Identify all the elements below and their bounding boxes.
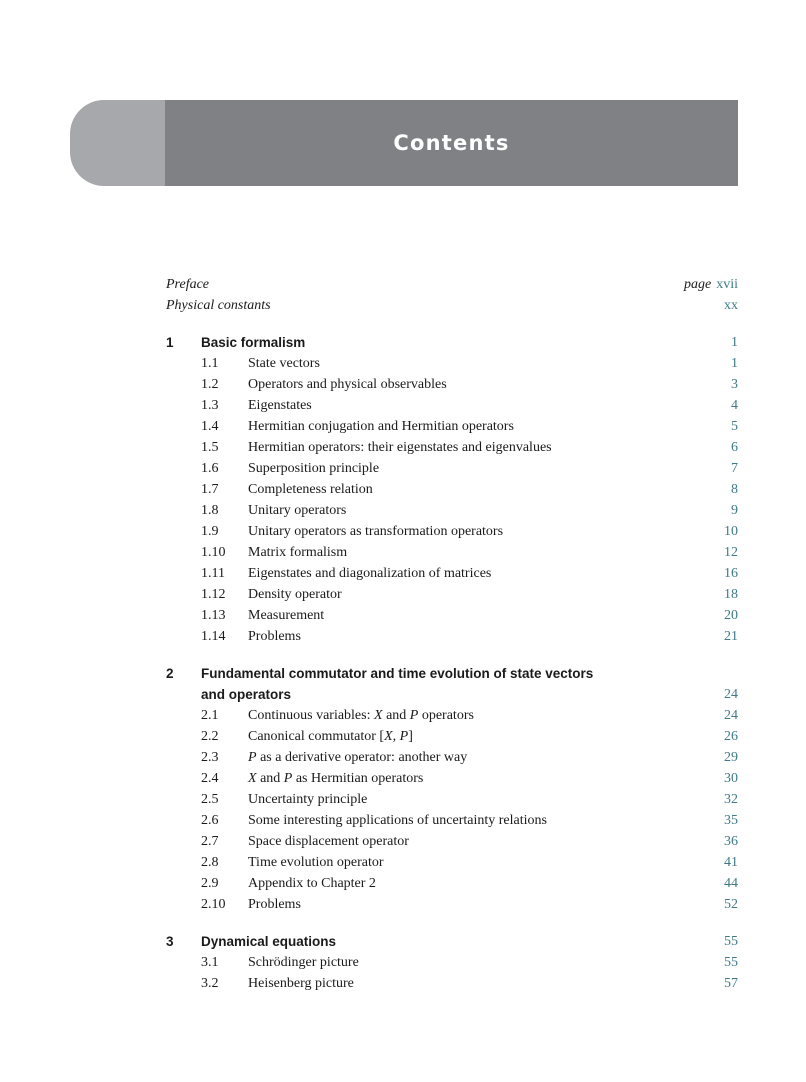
section-title: Hermitian conjugation and Hermitian operators (248, 419, 514, 434)
section-number: 1.12 (201, 587, 226, 602)
section-title: Hermitian operators: their eigenstates and eigenvalues (248, 440, 552, 455)
section-title: Unitary operators (248, 503, 347, 518)
section-page-number: 41 (724, 855, 738, 870)
chapter-title-continued: and operators (201, 687, 292, 702)
section-number: 2.3 (201, 750, 219, 765)
section-page-number: 6 (731, 440, 738, 455)
section-page-number: 5 (731, 419, 738, 434)
toc-section-1-8[interactable] (166, 500, 738, 521)
chapter-gap (166, 316, 738, 332)
section-page-number: 52 (724, 897, 738, 912)
section-page-number: 35 (724, 813, 738, 828)
section-title: Heisenberg picture (248, 976, 354, 991)
chapter-number: 1 (166, 335, 174, 350)
section-title: Measurement (248, 608, 325, 623)
section-title: Completeness relation (248, 482, 373, 497)
section-page-number: 24 (724, 708, 738, 723)
section-title: X and P as Hermitian operators (248, 771, 424, 786)
page-prefix: page (684, 277, 712, 292)
toc-front-preface[interactable] (166, 274, 738, 295)
section-number: 2.2 (201, 729, 219, 744)
section-page-number: 18 (724, 587, 738, 602)
section-number: 1.11 (201, 566, 225, 581)
section-page-number: 20 (724, 608, 738, 623)
section-title: Problems (248, 897, 301, 912)
section-number: 1.5 (201, 440, 219, 455)
section-page-number: 55 (724, 955, 738, 970)
toc-section-1-5[interactable] (166, 437, 738, 458)
toc-section-3-2[interactable] (166, 973, 738, 994)
chapters-list (166, 316, 738, 994)
table-of-contents (166, 274, 738, 994)
toc-section-1-1[interactable] (166, 353, 738, 374)
front-page-number: page xvii (684, 277, 738, 292)
section-page-number: 57 (724, 976, 738, 991)
toc-section-1-9[interactable] (166, 521, 738, 542)
toc-section-1-3[interactable] (166, 395, 738, 416)
section-title: Matrix formalism (248, 545, 348, 560)
section-number: 1.4 (201, 419, 219, 434)
toc-section-1-12[interactable] (166, 584, 738, 605)
section-number: 2.1 (201, 708, 219, 723)
toc-section-1-4[interactable] (166, 416, 738, 437)
toc-section-2-3[interactable] (166, 747, 738, 768)
toc-chapter-3[interactable] (166, 931, 738, 952)
section-page-number: 21 (724, 629, 738, 644)
toc-front-constants[interactable] (166, 295, 738, 316)
section-title: State vectors (248, 356, 320, 371)
section-page-number: 9 (731, 503, 738, 518)
section-title: Time evolution operator (248, 855, 384, 870)
section-number: 1.14 (201, 629, 226, 644)
toc-section-1-14[interactable] (166, 626, 738, 647)
section-page-number: 16 (724, 566, 738, 581)
section-number: 3.2 (201, 976, 219, 991)
section-title: Some interesting applications of uncertainty relations (248, 813, 547, 828)
section-number: 1.10 (201, 545, 226, 560)
section-title: Continuous variables: X and P operators (248, 708, 474, 723)
section-number: 1.7 (201, 482, 219, 497)
toc-section-2-1[interactable] (166, 705, 738, 726)
section-number: 1.2 (201, 377, 219, 392)
front-title: Physical constants (166, 298, 271, 313)
section-page-number: 29 (724, 750, 738, 765)
toc-section-2-2[interactable] (166, 726, 738, 747)
section-title: Uncertainty principle (248, 792, 368, 807)
section-number: 2.6 (201, 813, 219, 828)
section-title: Operators and physical observables (248, 377, 447, 392)
toc-chapter-2-continued[interactable] (166, 684, 738, 705)
section-number: 1.3 (201, 398, 219, 413)
section-page-number: 12 (724, 545, 738, 560)
chapter-title: Fundamental commutator and time evolution of state vectors (201, 666, 594, 681)
section-page-number: 8 (731, 482, 738, 497)
chapter-page-number: 24 (724, 687, 738, 702)
toc-section-2-5[interactable] (166, 789, 738, 810)
section-title: Eigenstates and diagonalization of matrices (248, 566, 492, 581)
chapter-number: 2 (166, 666, 174, 681)
toc-section-1-10[interactable] (166, 542, 738, 563)
section-title: Problems (248, 629, 301, 644)
section-page-number: 32 (724, 792, 738, 807)
toc-section-2-8[interactable] (166, 852, 738, 873)
section-page-number: 30 (724, 771, 738, 786)
chapter-number: 3 (166, 934, 174, 949)
section-page-number: 10 (724, 524, 738, 539)
chapter-title: Basic formalism (201, 335, 306, 350)
section-page-number: 3 (731, 377, 738, 392)
toc-section-1-6[interactable] (166, 458, 738, 479)
section-number: 1.8 (201, 503, 219, 518)
section-title: Eigenstates (248, 398, 312, 413)
chapter-page-number: 55 (724, 934, 738, 949)
section-number: 2.8 (201, 855, 219, 870)
section-number: 1.13 (201, 608, 226, 623)
toc-section-2-4[interactable] (166, 768, 738, 789)
page-title: Contents (393, 131, 510, 155)
front-title: Preface (166, 277, 210, 292)
section-number: 3.1 (201, 955, 219, 970)
section-title: Density operator (248, 587, 342, 602)
section-number: 2.5 (201, 792, 219, 807)
section-title: Space displacement operator (248, 834, 409, 849)
section-number: 1.6 (201, 461, 219, 476)
section-number: 2.9 (201, 876, 219, 891)
chapter-title: Dynamical equations (201, 934, 337, 949)
toc-chapter-2[interactable] (166, 663, 738, 684)
toc-section-2-10[interactable] (166, 894, 738, 915)
chapter-page-number: 1 (731, 335, 738, 350)
section-title: Unitary operators as transformation operators (248, 524, 504, 539)
toc-section-1-7[interactable] (166, 479, 738, 500)
section-page-number: 1 (731, 356, 738, 371)
toc-section-2-6[interactable] (166, 810, 738, 831)
section-title: Canonical commutator [X, P] (248, 729, 413, 744)
section-title: Schrödinger picture (248, 955, 359, 970)
section-number: 2.7 (201, 834, 219, 849)
toc-section-1-13[interactable] (166, 605, 738, 626)
chapter-gap (166, 647, 738, 663)
section-number: 2.4 (201, 771, 219, 786)
section-title: Appendix to Chapter 2 (248, 876, 376, 891)
section-number: 1.9 (201, 524, 219, 539)
toc-chapter-1[interactable] (166, 332, 738, 353)
toc-section-3-1[interactable] (166, 952, 738, 973)
section-page-number: 44 (724, 876, 738, 891)
section-title: Superposition principle (248, 461, 380, 476)
section-page-number: 7 (731, 461, 738, 476)
toc-section-1-2[interactable] (166, 374, 738, 395)
chapter-gap (166, 915, 738, 931)
section-number: 2.10 (201, 897, 226, 912)
section-page-number: 4 (731, 398, 738, 413)
front-page-number: xx (724, 298, 738, 313)
section-page-number: 26 (724, 729, 738, 744)
section-number: 1.1 (201, 356, 219, 371)
section-title: P as a derivative operator: another way (248, 750, 468, 765)
toc-section-2-9[interactable] (166, 873, 738, 894)
toc-section-2-7[interactable] (166, 831, 738, 852)
toc-section-1-11[interactable] (166, 563, 738, 584)
section-page-number: 36 (724, 834, 738, 849)
